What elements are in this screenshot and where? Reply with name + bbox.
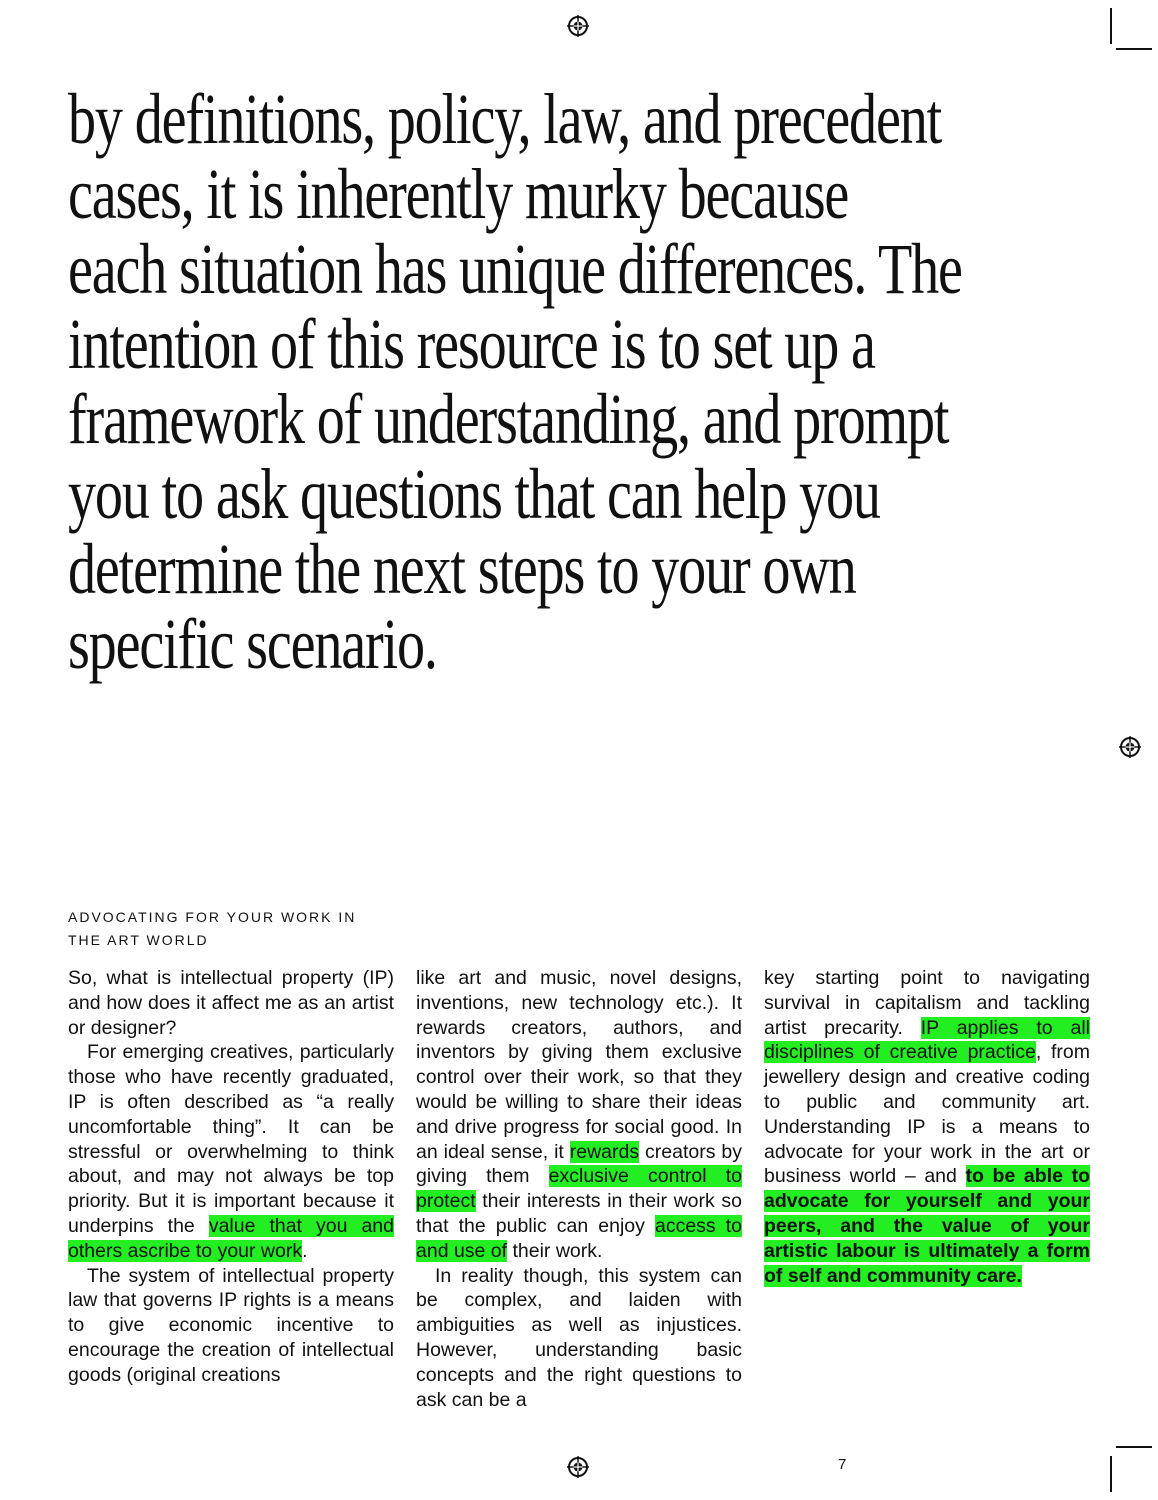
paragraph [764,966,1090,1288]
lead-line: you to ask questions that can help you [68,454,880,534]
highlight: IP applies to all disciplines of creative practice [764,1016,1090,1064]
registration-mark-icon [1119,736,1141,758]
text-run: , from jewellery design and creative coding to public and community art. Understanding IP is a means to advocate for your work in the art or business world – and [764,1041,1090,1188]
text-run: key starting point to navigating survival in capitalism and tackling artist precarity. [764,967,1090,1039]
lead-line: each situation has unique differences. The [68,229,962,309]
text-run: . [302,1239,308,1262]
paragraph [68,966,394,1040]
lead-line: by definitions, policy, law, and precedent [68,79,942,159]
text-column-2 [416,966,742,1412]
text-run: So, what is intellectual property (IP) and how does it affect me as an artist or designer? [68,967,394,1039]
crop-mark [1116,1446,1152,1448]
section-heading-line: ADVOCATING FOR YOUR WORK IN [68,909,357,925]
lead-line: framework of understanding, and prompt [68,379,949,459]
text-run: In reality though, this system can be complex, and laiden with ambiguities as well as injustices. However, understanding basic concepts and the right questions to ask can be a [416,1264,742,1411]
crop-mark [1110,1456,1112,1492]
text-column-3 [764,966,1090,1288]
highlight: value that you and others ascribe to your work [68,1214,395,1262]
text-run: their work. [507,1239,603,1262]
text-run: For emerging creatives, particularly those who have recently graduated, IP is often described as “a really uncomfortable thing”. It can be stressful or overwhelming to think about, and may not always be top priority. But it is important because it underpins the [68,1041,394,1237]
paragraph [68,1040,394,1263]
page-number: 7 [838,1456,847,1473]
lead-paragraph [68,79,962,684]
lead-line: cases, it is inherently murky because [68,154,849,234]
paragraph [416,966,742,1264]
text-run: The system of intellectual property law that governs IP rights is a means to give economic incentive to encourage the creation of intellectual goods (original creations [68,1264,394,1386]
paragraph [416,1264,742,1413]
highlight: exclusive control to protect [416,1165,742,1213]
lead-line: intention of this resource is to set up a [68,304,875,384]
registration-mark-icon [567,15,589,37]
highlight: rewards [569,1140,640,1163]
highlight: access to and use of [416,1214,743,1262]
crop-mark [1110,8,1112,44]
highlight-bold: to be able to advocate for yourself and your peers, and the value of your artistic labour is ultimately a form of self and community care. [764,1165,1090,1287]
section-heading-line: THE ART WORLD [68,932,209,948]
text-column-1 [68,966,394,1388]
text-run: creators by giving them [416,1140,742,1188]
section-heading [68,906,388,952]
lead-line: determine the next steps to your own [68,529,856,609]
lead-line: specific scenario. [68,604,437,684]
text-run: like art and music, novel designs, inventions, new technology etc.). It rewards creators, authors, and inventors by giving them exclusive control over their work, so that they would be willing to share their ideas and drive progress for social good. In an ideal sense, it [416,967,742,1163]
crop-mark [1116,48,1152,50]
paragraph [68,1264,394,1388]
text-run: their interests in their work so that the public can enjoy [416,1190,742,1237]
registration-mark-icon [567,1456,589,1478]
